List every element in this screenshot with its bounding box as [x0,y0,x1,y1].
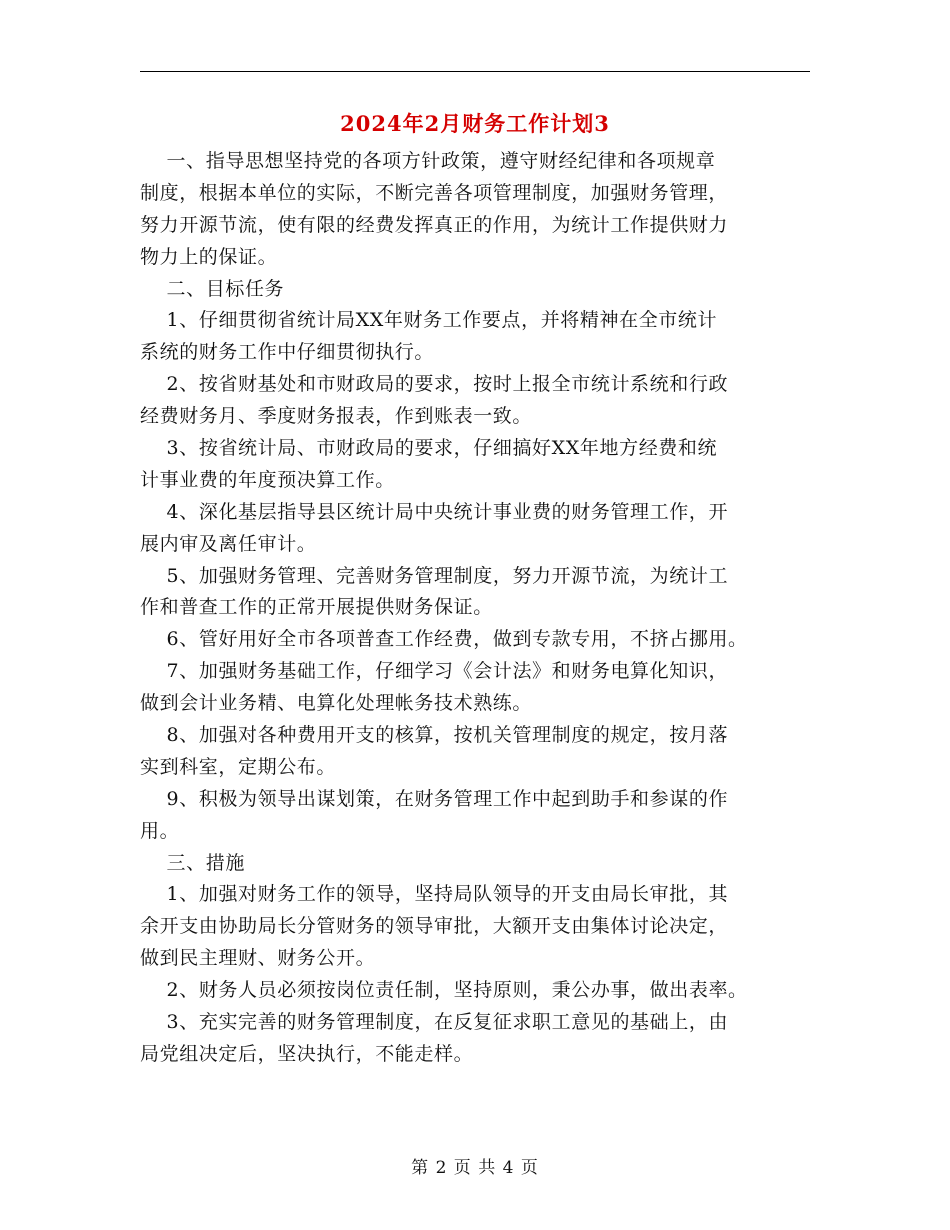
body-line: 系统的财务工作中仔细贯彻执行。 [140,341,435,364]
document-body [140,146,810,1071]
body-line: 计事业费的年度预决算工作。 [140,468,395,491]
body-line: 3、充实完善的财务管理制度，在反复征求职工意见的基础上，由 [140,1011,729,1034]
body-line: 8、加强对各种费用开支的核算，按机关管理制度的规定，按月落 [140,724,729,747]
body-line: 实到科室，定期公布。 [140,755,337,778]
header-rule [140,71,810,72]
body-line: 2、财务人员必须按岗位责任制，坚持原则，秉公办事，做出表率。 [140,979,748,1002]
body-line: 制度，根据本单位的实际，不断完善各项管理制度，加强财务管理， [140,181,729,204]
body-line: 做到民主理财、财务公开。 [140,947,376,970]
section-heading: 二、目标任务 [140,277,285,300]
body-line: 经费财务月、季度财务报表，作到账表一致。 [140,405,533,428]
body-line: 做到会计业务精、电算化处理帐务技术熟练。 [140,692,533,715]
body-line: 6、管好用好全市各项普查工作经费，做到专款专用，不挤占挪用。 [140,628,748,651]
body-line: 5、加强财务管理、完善财务管理制度，努力开源节流，为统计工 [140,564,729,587]
body-line: 局党组决定后，坚决执行，不能走样。 [140,1042,474,1065]
body-line: 2、按省财基处和市财政局的要求，按时上报全市统计系统和行政 [140,373,729,396]
body-line: 一、指导思想坚持党的各项方针政策，遵守财经纪律和各项规章 [140,150,716,172]
body-line: 物力上的保证。 [140,245,278,268]
body-line: 努力开源节流，使有限的经费发挥真正的作用，为统计工作提供财力 [140,213,729,236]
body-line: 余开支由协助局长分管财务的领导审批，大额开支由集体讨论决定， [140,915,729,938]
section-heading: 三、措施 [140,851,245,874]
body-line: 作和普查工作的正常开展提供财务保证。 [140,596,493,619]
body-line: 展内审及离任审计。 [140,532,317,555]
page-footer: 第 2 页 共 4 页 [411,1158,539,1178]
document-title: 2024年2月财务工作计划3 [340,111,610,136]
body-line: 3、按省统计局、市财政局的要求，仔细搞好XX年地方经费和统 [140,437,718,460]
body-line: 用。 [140,819,180,842]
body-line: 9、积极为领导出谋划策，在财务管理工作中起到助手和参谋的作 [140,787,729,810]
body-line: 1、加强对财务工作的领导，坚持局队领导的开支由局长审批，其 [140,883,729,906]
body-line: 4、深化基层指导县区统计局中央统计事业费的财务管理工作，开 [140,500,729,523]
body-line: 1、仔细贯彻省统计局XX年财务工作要点，并将精神在全市统计 [140,309,718,332]
body-line: 7、加强财务基础工作，仔细学习《会计法》和财务电算化知识， [140,660,729,683]
